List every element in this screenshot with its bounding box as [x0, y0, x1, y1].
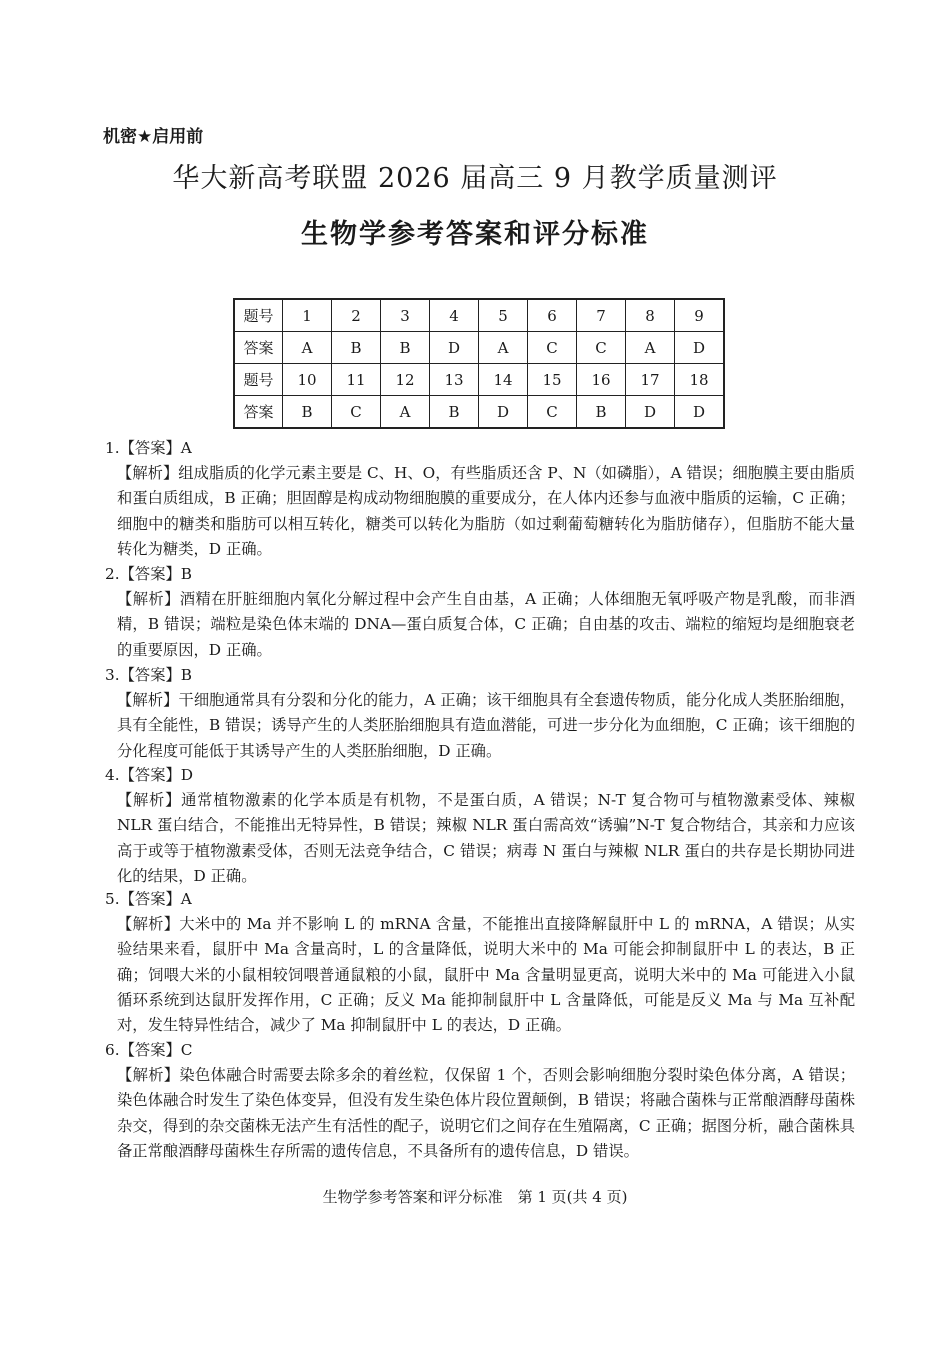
table-cell: C [332, 396, 381, 429]
question-5 [105, 887, 855, 1038]
page-footer: 生物学参考答案和评分标准 第 1 页(共 4 页) [322, 1188, 628, 1206]
table-cell: 15 [528, 364, 577, 396]
table-cell: B [283, 396, 332, 429]
analysis-text: 【解析】染色体融合时需要去除多余的着丝粒，仅保留 1 个，否则会影响细胞分裂时染色体分离，A 错误；染色体融合时发生了染色体变异，但没有发生染色体片段位置颠倒，B 错误；将融合菌株与正常酿酒酵母菌株杂交，得到的杂交菌株无法产生有活性的配子，说明它们之间存在生殖隔离，C 正确；据图分析，融合菌株具备正常酿酒酵母菌株生存所需的遗传信息，不具备所有的遗传信息，D 错误。 [117, 1066, 855, 1160]
table-cell: C [528, 396, 577, 429]
analysis-text: 【解析】通常植物激素的化学本质是有机物，不是蛋白质，A 错误；N-T 复合物可与植物激素受体、辣椒 NLR 蛋白结合，不能推出无特异性，B 错误；辣椒 NLR 蛋白需高效“诱骗”N-T 复合物结合，其亲和力应该高于或等于植物激素受体，否则无法竞争结合，C 错误；病毒 N 蛋白与辣椒 NLR 蛋白的共存是长期协同进化的结果，D 正确。 [117, 791, 855, 885]
table-cell: A [479, 332, 528, 364]
table-row [234, 396, 724, 429]
table-cell: 17 [626, 364, 675, 396]
row-header-cell: 题号 [234, 299, 283, 332]
answer-heading: 6.【答案】C [105, 1041, 193, 1059]
table-cell: B [430, 396, 479, 429]
table-cell: C [577, 332, 626, 364]
table-cell: 9 [675, 299, 725, 332]
table-cell: 6 [528, 299, 577, 332]
confidential-label: 机密★启用前 [103, 127, 204, 147]
table-cell: A [381, 396, 430, 429]
table-cell: D [479, 396, 528, 429]
table-row [234, 364, 724, 396]
table-row [234, 332, 724, 364]
table-cell: 3 [381, 299, 430, 332]
table-cell: D [430, 332, 479, 364]
table-cell: D [626, 396, 675, 429]
table-cell: 14 [479, 364, 528, 396]
answer-heading: 3.【答案】B [105, 666, 193, 684]
row-header-cell: 答案 [234, 396, 283, 429]
question-3 [105, 663, 855, 764]
answer-table [233, 298, 725, 429]
row-header-cell: 答案 [234, 332, 283, 364]
question-1 [105, 436, 855, 562]
answer-heading: 2.【答案】B [105, 565, 193, 583]
table-cell: 18 [675, 364, 725, 396]
answer-heading: 4.【答案】D [105, 766, 194, 784]
table-cell: 5 [479, 299, 528, 332]
analysis-text: 【解析】大米中的 Ma 并不影响 L 的 mRNA 含量，不能推出直接降解鼠肝中 L 的 mRNA，A 错误；从实验结果来看，鼠肝中 Ma 含量高时，L 的含量降低，说明大米中的 Ma 可能会抑制鼠肝中 L 的表达，B 正确；饲喂大米的小鼠相较饲喂普通鼠粮的小鼠，鼠肝中 Ma 含量明显更高，说明大米中的 Ma 可能进入小鼠循环系统到达鼠肝发挥作用，C 正确；反义 Ma 能抑制鼠肝中 L 含量降低，可能是反义 Ma 与 Ma 互补配对，发生特异性结合，减少了 Ma 抑制鼠肝中 L 的表达，D 正确。 [117, 915, 855, 1035]
question-2 [105, 562, 855, 663]
table-row [234, 299, 724, 332]
row-header-cell: 题号 [234, 364, 283, 396]
table-cell: 10 [283, 364, 332, 396]
table-cell: 8 [626, 299, 675, 332]
table-cell: A [283, 332, 332, 364]
table-cell: 12 [381, 364, 430, 396]
table-cell: 11 [332, 364, 381, 396]
table-cell: A [626, 332, 675, 364]
analysis-text: 【解析】酒精在肝脏细胞内氧化分解过程中会产生自由基，A 正确；人体细胞无氧呼吸产物是乳酸，而非酒精，B 错误；端粒是染色体末端的 DNA—蛋白质复合体，C 正确；自由基的攻击、端粒的缩短均是细胞衰老的重要原因，D 正确。 [117, 590, 855, 659]
question-4 [105, 763, 855, 889]
analysis-text: 【解析】干细胞通常具有分裂和分化的能力，A 正确；该干细胞具有全套遗传物质，能分化成人类胚胎细胞，具有全能性，B 错误；诱导产生的人类胚胎细胞具有造血潜能，可进一步分化为血细胞，C 正确；该干细胞的分化程度可能低于其诱导产生的人类胚胎细胞，D 正确。 [117, 691, 855, 760]
table-cell: 13 [430, 364, 479, 396]
table-cell: D [675, 396, 725, 429]
table-cell: B [381, 332, 430, 364]
table-cell: B [332, 332, 381, 364]
document-subtitle: 生物学参考答案和评分标准 [301, 219, 649, 250]
question-6 [105, 1038, 855, 1164]
table-cell: 7 [577, 299, 626, 332]
answer-heading: 1.【答案】A [105, 439, 192, 457]
table-cell: C [528, 332, 577, 364]
table-cell: B [577, 396, 626, 429]
table-cell: 2 [332, 299, 381, 332]
table-cell: 4 [430, 299, 479, 332]
table-cell: 1 [283, 299, 332, 332]
answer-heading: 5.【答案】A [105, 890, 192, 908]
table-cell: D [675, 332, 725, 364]
exam-title: 华大新高考联盟 2026 届高三 9 月教学质量测评 [172, 163, 778, 194]
analysis-text: 【解析】组成脂质的化学元素主要是 C、H、O，有些脂质还含 P、N（如磷脂），A 错误；细胞膜主要由脂质和蛋白质组成，B 正确；胆固醇是构成动物细胞膜的重要成分，在人体内还参与血液中脂质的运输，C 正确；细胞中的糖类和脂肪可以相互转化，糖类可以转化为脂肪（如过剩葡萄糖转化为脂肪储存），但脂肪不能大量转化为糖类，D 正确。 [117, 464, 855, 558]
table-cell: 16 [577, 364, 626, 396]
